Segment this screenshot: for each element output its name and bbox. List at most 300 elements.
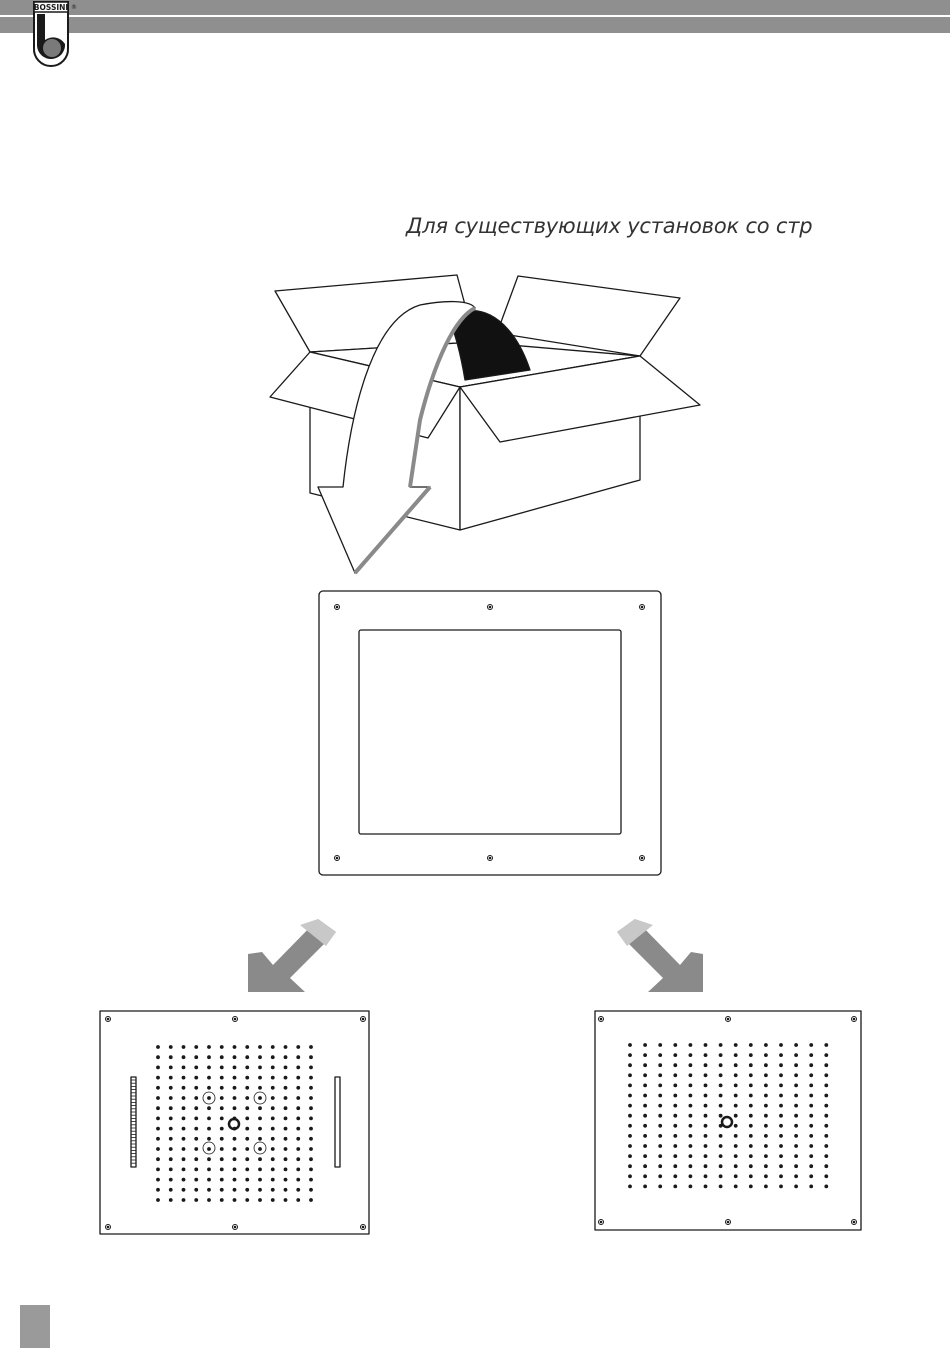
nozzle <box>658 1124 662 1128</box>
nozzle <box>271 1045 275 1049</box>
nozzle <box>749 1094 753 1098</box>
nozzle <box>809 1043 813 1047</box>
nozzle <box>689 1134 693 1138</box>
nozzle <box>156 1066 160 1070</box>
nozzle <box>220 1096 224 1100</box>
nozzle <box>643 1114 647 1118</box>
nozzle <box>734 1164 738 1168</box>
nozzle <box>182 1157 186 1161</box>
nozzle <box>628 1154 632 1158</box>
nozzle <box>824 1084 828 1088</box>
nozzle <box>296 1055 300 1059</box>
center-fitting <box>722 1117 732 1127</box>
nozzle <box>689 1073 693 1077</box>
nozzle <box>719 1144 723 1148</box>
nozzle <box>194 1086 198 1090</box>
nozzle <box>182 1137 186 1141</box>
nozzle <box>794 1144 798 1148</box>
nozzle <box>673 1084 677 1088</box>
nozzle <box>809 1134 813 1138</box>
nozzle <box>764 1174 768 1178</box>
nozzle <box>704 1104 708 1108</box>
nozzle <box>764 1154 768 1158</box>
nozzle <box>749 1053 753 1057</box>
nozzle <box>245 1096 249 1100</box>
nozzle <box>207 1045 211 1049</box>
nozzle <box>779 1185 783 1189</box>
nozzle <box>220 1168 224 1172</box>
nozzle <box>719 1174 723 1178</box>
nozzle <box>734 1174 738 1178</box>
nozzle <box>194 1147 198 1151</box>
nozzle <box>704 1063 708 1067</box>
nozzle <box>207 1178 211 1182</box>
nozzle <box>824 1063 828 1067</box>
nozzle <box>779 1063 783 1067</box>
nozzle <box>245 1168 249 1172</box>
nozzle <box>207 1076 211 1080</box>
nozzle <box>719 1053 723 1057</box>
nozzle <box>749 1104 753 1108</box>
nozzle <box>809 1114 813 1118</box>
nozzle <box>689 1114 693 1118</box>
nozzle <box>169 1066 173 1070</box>
nozzle <box>628 1104 632 1108</box>
nozzle <box>233 1096 237 1100</box>
nozzle <box>220 1157 224 1161</box>
nozzle <box>673 1114 677 1118</box>
nozzle <box>258 1045 262 1049</box>
nozzle <box>296 1076 300 1080</box>
nozzle <box>207 1198 211 1202</box>
nozzle <box>673 1174 677 1178</box>
nozzle <box>233 1045 237 1049</box>
nozzle <box>779 1104 783 1108</box>
nozzle <box>156 1045 160 1049</box>
nozzle <box>194 1157 198 1161</box>
nozzle <box>309 1096 313 1100</box>
nozzle <box>271 1137 275 1141</box>
nozzle <box>156 1055 160 1059</box>
nozzle <box>245 1188 249 1192</box>
nozzle <box>794 1174 798 1178</box>
nozzle <box>309 1066 313 1070</box>
nozzle <box>245 1106 249 1110</box>
nozzle <box>779 1164 783 1168</box>
nozzle <box>309 1198 313 1202</box>
nozzle <box>794 1043 798 1047</box>
nozzle <box>156 1117 160 1121</box>
nozzle <box>794 1063 798 1067</box>
nozzle <box>309 1086 313 1090</box>
nozzle <box>689 1185 693 1189</box>
mounting-frame <box>319 591 661 875</box>
nozzle <box>271 1178 275 1182</box>
nozzle <box>207 1086 211 1090</box>
nozzle <box>245 1157 249 1161</box>
nozzle <box>233 1188 237 1192</box>
nozzle <box>169 1188 173 1192</box>
nozzle <box>182 1198 186 1202</box>
nozzle <box>156 1076 160 1080</box>
nozzle <box>220 1147 224 1151</box>
nozzle <box>156 1147 160 1151</box>
nozzle <box>182 1117 186 1121</box>
nozzle <box>719 1114 723 1118</box>
nozzle <box>809 1154 813 1158</box>
nozzle <box>764 1185 768 1189</box>
nozzle <box>194 1106 198 1110</box>
nozzle <box>824 1114 828 1118</box>
nozzle <box>643 1053 647 1057</box>
nozzle <box>182 1147 186 1151</box>
nozzle <box>271 1198 275 1202</box>
nozzle <box>258 1157 262 1161</box>
nozzle <box>628 1084 632 1088</box>
nozzle <box>194 1117 198 1121</box>
nozzle <box>809 1073 813 1077</box>
nozzle <box>764 1164 768 1168</box>
nozzle <box>296 1157 300 1161</box>
nozzle <box>182 1066 186 1070</box>
nozzle <box>689 1144 693 1148</box>
nozzle <box>689 1063 693 1067</box>
nozzle <box>182 1045 186 1049</box>
nozzle <box>207 1117 211 1121</box>
nozzle <box>658 1164 662 1168</box>
nozzle <box>658 1084 662 1088</box>
nozzle <box>220 1086 224 1090</box>
nozzle <box>719 1134 723 1138</box>
nozzle <box>233 1198 237 1202</box>
nozzle <box>643 1094 647 1098</box>
nozzle <box>764 1114 768 1118</box>
nozzle <box>220 1198 224 1202</box>
nozzle <box>704 1124 708 1128</box>
nozzle <box>734 1094 738 1098</box>
nozzle <box>194 1076 198 1080</box>
nozzle <box>658 1063 662 1067</box>
nozzle <box>258 1117 262 1121</box>
nozzle <box>271 1106 275 1110</box>
nozzle <box>169 1198 173 1202</box>
nozzle <box>809 1053 813 1057</box>
nozzle <box>284 1076 288 1080</box>
brand-name: BOSSINI <box>33 3 69 12</box>
nozzle <box>734 1144 738 1148</box>
nozzle <box>156 1178 160 1182</box>
nozzle <box>658 1104 662 1108</box>
nozzle <box>734 1114 738 1118</box>
nozzle <box>658 1144 662 1148</box>
nozzle <box>207 1055 211 1059</box>
nozzle <box>689 1084 693 1088</box>
nozzle <box>643 1124 647 1128</box>
nozzle <box>719 1073 723 1077</box>
nozzle <box>296 1178 300 1182</box>
nozzle <box>809 1084 813 1088</box>
nozzle <box>169 1117 173 1121</box>
nozzle <box>643 1185 647 1189</box>
nozzle <box>734 1124 738 1128</box>
nozzle <box>284 1137 288 1141</box>
nozzle <box>734 1084 738 1088</box>
nozzle <box>749 1154 753 1158</box>
nozzle <box>628 1174 632 1178</box>
nozzle <box>794 1164 798 1168</box>
nozzle <box>233 1076 237 1080</box>
nozzle <box>258 1076 262 1080</box>
nozzle <box>749 1084 753 1088</box>
nozzle <box>194 1178 198 1182</box>
nozzle <box>764 1053 768 1057</box>
nozzle <box>245 1117 249 1121</box>
nozzle <box>309 1157 313 1161</box>
nozzle <box>309 1106 313 1110</box>
nozzle <box>296 1168 300 1172</box>
nozzle <box>258 1147 262 1151</box>
nozzle <box>704 1185 708 1189</box>
nozzle <box>628 1134 632 1138</box>
nozzle <box>182 1127 186 1131</box>
nozzle <box>169 1178 173 1182</box>
nozzle <box>719 1043 723 1047</box>
nozzle <box>628 1043 632 1047</box>
nozzle <box>628 1094 632 1098</box>
nozzle <box>194 1198 198 1202</box>
nozzle <box>689 1053 693 1057</box>
nozzle <box>809 1174 813 1178</box>
nozzle <box>220 1127 224 1131</box>
nozzle <box>643 1134 647 1138</box>
nozzle <box>643 1043 647 1047</box>
nozzle <box>284 1198 288 1202</box>
nozzle <box>258 1137 262 1141</box>
nozzle <box>643 1154 647 1158</box>
nozzle <box>156 1198 160 1202</box>
nozzle <box>628 1053 632 1057</box>
nozzle <box>643 1174 647 1178</box>
nozzle <box>169 1137 173 1141</box>
nozzle <box>673 1104 677 1108</box>
nozzle <box>643 1084 647 1088</box>
nozzle <box>824 1185 828 1189</box>
nozzle <box>734 1053 738 1057</box>
nozzle <box>824 1134 828 1138</box>
nozzle <box>658 1094 662 1098</box>
nozzle <box>271 1127 275 1131</box>
nozzle <box>704 1073 708 1077</box>
nozzle <box>169 1086 173 1090</box>
nozzle <box>309 1188 313 1192</box>
nozzle <box>824 1124 828 1128</box>
nozzle <box>245 1178 249 1182</box>
nozzle <box>673 1185 677 1189</box>
nozzle <box>156 1137 160 1141</box>
nozzle <box>704 1144 708 1148</box>
nozzle <box>156 1106 160 1110</box>
nozzle <box>245 1055 249 1059</box>
nozzle <box>309 1045 313 1049</box>
nozzle <box>658 1174 662 1178</box>
nozzle <box>182 1168 186 1172</box>
nozzle <box>809 1124 813 1128</box>
nozzle <box>704 1084 708 1088</box>
nozzle <box>296 1096 300 1100</box>
nozzle <box>734 1154 738 1158</box>
nozzle <box>719 1094 723 1098</box>
nozzle <box>779 1134 783 1138</box>
nozzle <box>689 1164 693 1168</box>
nozzle <box>296 1086 300 1090</box>
nozzle <box>779 1174 783 1178</box>
nozzle <box>824 1043 828 1047</box>
nozzle <box>258 1106 262 1110</box>
nozzle <box>309 1117 313 1121</box>
nozzle <box>271 1076 275 1080</box>
nozzle <box>764 1094 768 1098</box>
nozzle <box>628 1063 632 1067</box>
nozzle <box>182 1076 186 1080</box>
nozzle <box>194 1096 198 1100</box>
nozzle <box>749 1063 753 1067</box>
nozzle <box>309 1137 313 1141</box>
nozzle <box>628 1144 632 1148</box>
nozzle <box>779 1043 783 1047</box>
nozzle <box>689 1154 693 1158</box>
nozzle <box>194 1045 198 1049</box>
nozzle <box>794 1104 798 1108</box>
nozzle <box>704 1094 708 1098</box>
nozzle <box>809 1094 813 1098</box>
nozzle <box>658 1185 662 1189</box>
nozzle <box>809 1144 813 1148</box>
nozzle <box>704 1164 708 1168</box>
nozzle <box>207 1157 211 1161</box>
nozzle <box>194 1188 198 1192</box>
nozzle <box>194 1168 198 1172</box>
nozzle <box>794 1185 798 1189</box>
nozzle <box>258 1168 262 1172</box>
nozzle <box>309 1055 313 1059</box>
nozzle <box>824 1144 828 1148</box>
nozzle <box>233 1086 237 1090</box>
nozzle <box>749 1124 753 1128</box>
nozzle <box>673 1043 677 1047</box>
nozzle <box>658 1154 662 1158</box>
nozzle <box>296 1127 300 1131</box>
nozzle <box>704 1114 708 1118</box>
nozzle <box>258 1066 262 1070</box>
nozzle <box>220 1137 224 1141</box>
nozzle <box>194 1066 198 1070</box>
nozzle <box>220 1045 224 1049</box>
nozzle <box>220 1076 224 1080</box>
nozzle <box>779 1084 783 1088</box>
nozzle <box>271 1157 275 1161</box>
nozzle <box>271 1096 275 1100</box>
nozzle <box>689 1094 693 1098</box>
nozzle <box>794 1134 798 1138</box>
nozzle <box>719 1154 723 1158</box>
nozzle <box>284 1157 288 1161</box>
nozzle <box>673 1134 677 1138</box>
nozzle <box>182 1055 186 1059</box>
nozzle <box>824 1094 828 1098</box>
nozzle <box>689 1104 693 1108</box>
nozzle <box>734 1104 738 1108</box>
nozzle <box>296 1188 300 1192</box>
nozzle <box>719 1124 723 1128</box>
nozzle <box>194 1055 198 1059</box>
nozzle <box>245 1086 249 1090</box>
nozzle <box>779 1144 783 1148</box>
nozzle <box>182 1188 186 1192</box>
nozzle <box>794 1124 798 1128</box>
nozzle <box>749 1043 753 1047</box>
nozzle <box>309 1127 313 1131</box>
nozzle <box>779 1124 783 1128</box>
nozzle <box>764 1134 768 1138</box>
nozzle <box>764 1084 768 1088</box>
nozzle <box>271 1066 275 1070</box>
nozzle <box>734 1063 738 1067</box>
nozzle <box>779 1053 783 1057</box>
nozzle <box>673 1154 677 1158</box>
nozzle <box>658 1053 662 1057</box>
nozzle <box>719 1104 723 1108</box>
nozzle <box>284 1168 288 1172</box>
nozzle <box>258 1178 262 1182</box>
nozzle <box>284 1178 288 1182</box>
nozzle <box>824 1174 828 1178</box>
page-tab <box>20 1305 50 1348</box>
nozzle <box>643 1144 647 1148</box>
nozzle <box>169 1157 173 1161</box>
nozzle <box>734 1185 738 1189</box>
nozzle <box>182 1096 186 1100</box>
nozzle <box>749 1174 753 1178</box>
nozzle <box>284 1117 288 1121</box>
nozzle <box>764 1043 768 1047</box>
nozzle <box>749 1114 753 1118</box>
nozzle <box>182 1106 186 1110</box>
nozzle <box>824 1073 828 1077</box>
nozzle <box>749 1073 753 1077</box>
nozzle <box>794 1073 798 1077</box>
nozzle <box>734 1134 738 1138</box>
nozzle <box>658 1073 662 1077</box>
nozzle <box>628 1114 632 1118</box>
nozzle <box>258 1096 262 1100</box>
nozzle <box>704 1134 708 1138</box>
nozzle <box>764 1073 768 1077</box>
nozzle <box>734 1073 738 1077</box>
nozzle <box>284 1066 288 1070</box>
nozzle <box>794 1094 798 1098</box>
nozzle <box>271 1168 275 1172</box>
nozzle <box>309 1168 313 1172</box>
nozzle <box>764 1124 768 1128</box>
nozzle <box>673 1094 677 1098</box>
nozzle <box>658 1114 662 1118</box>
nozzle <box>220 1066 224 1070</box>
nozzle <box>258 1086 262 1090</box>
nozzle <box>704 1053 708 1057</box>
nozzle <box>749 1164 753 1168</box>
nozzle <box>779 1114 783 1118</box>
nozzle <box>245 1198 249 1202</box>
